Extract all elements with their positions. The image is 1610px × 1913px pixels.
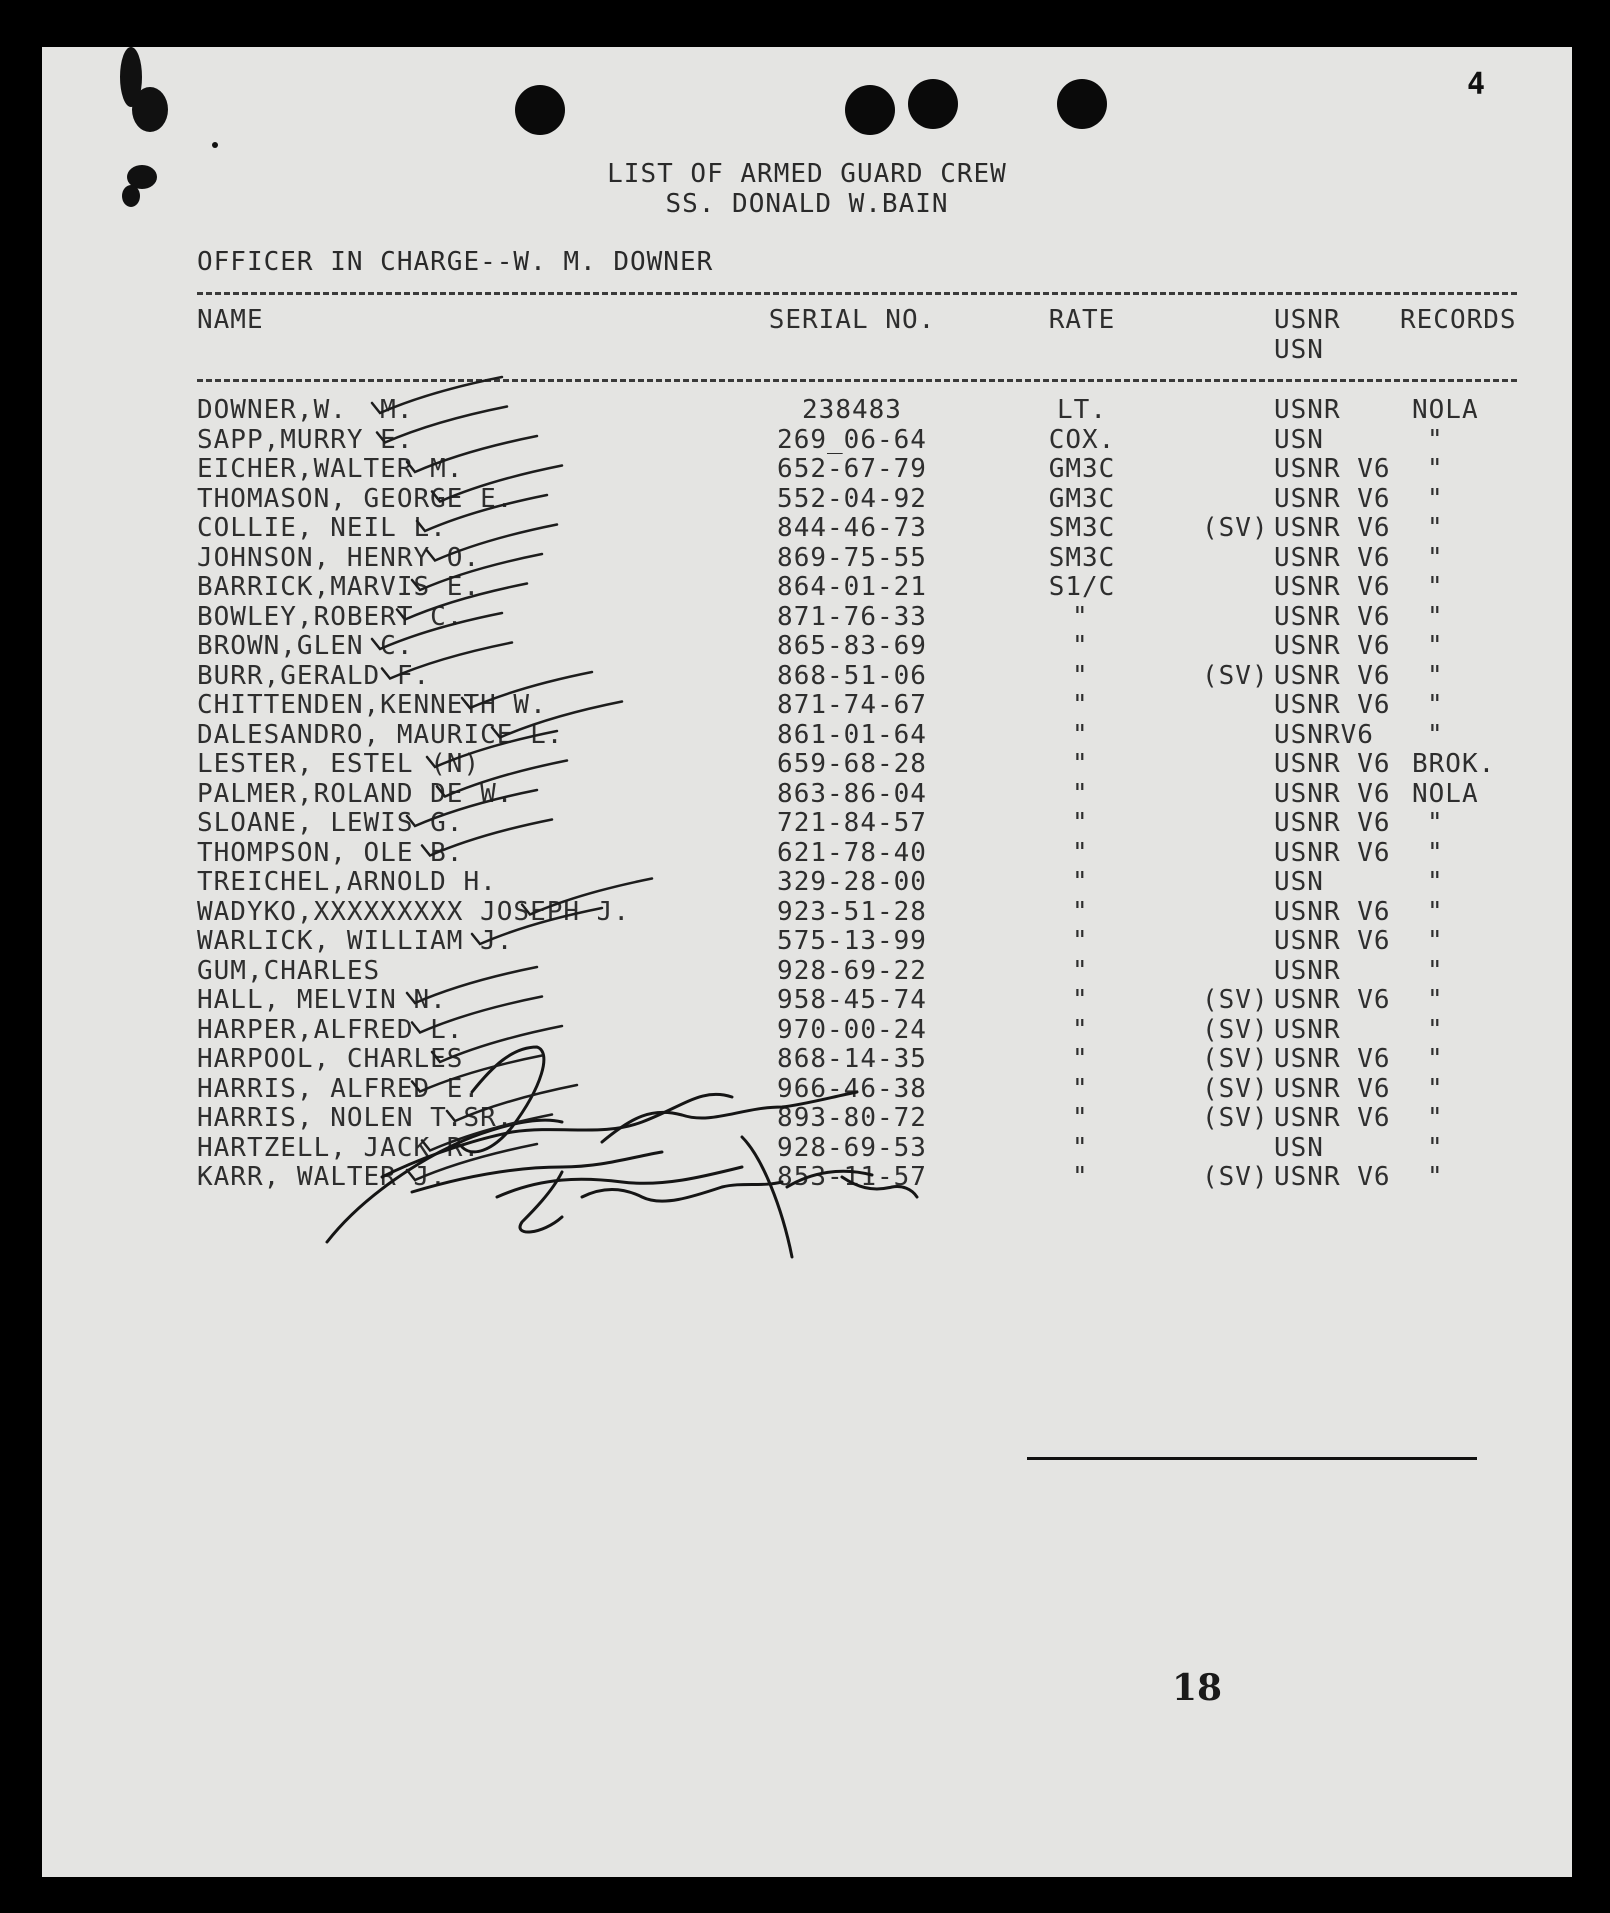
serial-number: 853-11-57 [777,1162,927,1192]
serial-number: 868-14-35 [777,1044,927,1074]
rate: " [1072,896,1089,927]
record: " [1427,896,1444,927]
serial-number: 575-13-99 [777,926,927,956]
record: " [1427,1162,1444,1192]
service-branch: USNR V6 [1274,808,1391,838]
crew-name: WARLICK, WILLIAM J. [197,926,514,956]
rate: " [1072,867,1089,897]
serial-number: 871-76-33 [777,601,927,632]
document-page [42,47,1572,1877]
rate: GM3C [1048,483,1116,514]
checkmark [412,1056,542,1092]
record: " [1427,808,1444,838]
rate: " [1072,1103,1089,1133]
checkmark [372,377,502,413]
checkmark [417,495,547,531]
rate: " [1072,1132,1089,1163]
record: " [1427,690,1444,720]
serial-number: 966-46-38 [777,1073,927,1104]
service-branch: USNR V6 [1274,483,1391,514]
checkmark [407,436,537,472]
checkmark [407,790,537,826]
checkmarks-layer [42,47,1572,1877]
service-branch: USNR [1274,395,1341,425]
service-branch: USNR V6 [1274,690,1391,720]
record: " [1427,601,1444,632]
serial-number: 861-01-64 [777,719,927,750]
checkmark [447,1085,577,1121]
corner-page-mark: 4 [1467,67,1487,102]
crew-name: HARRIS, ALFRED E. [197,1073,481,1104]
crew-name: HARTZELL, JACK R. [197,1132,481,1163]
checkmark [472,908,602,944]
record: " [1427,660,1444,691]
checkmark [422,820,552,856]
rate: " [1072,808,1089,838]
crew-name: BURR,GERALD F. [197,660,431,691]
service-branch: USNR V6 [1274,513,1391,543]
service-branch: USNR V6 [1274,926,1391,956]
serial-number: 552-04-92 [777,483,927,514]
crew-name: TREICHEL,ARNOLD H. [197,867,497,897]
crew-name: HALL, MELVIN N. [197,985,447,1015]
sv-flag: (SV) [1202,1162,1269,1192]
service-branch: USNR V6 [1274,1103,1391,1133]
checkmark [437,761,567,797]
checkmark [412,997,542,1033]
service-branch: USN [1274,424,1324,455]
rate: " [1072,719,1089,750]
crew-name: WADYKO,XXXXXXXXX JOSEPH J. [197,896,630,927]
crew-name: BROWN,GLEN C. [197,631,414,661]
service-branch: USNR V6 [1274,837,1391,868]
serial-number: 865-83-69 [777,631,927,661]
record: " [1427,1044,1444,1074]
record: " [1427,955,1444,986]
serial-number: 970-00-24 [777,1014,927,1045]
service-branch: USNR V6 [1274,1044,1391,1074]
record: NOLA [1412,395,1479,425]
service-branch: USNR V6 [1274,542,1391,573]
header-name: NAME [197,305,264,335]
rate: " [1072,749,1089,779]
sv-flag: (SV) [1202,1044,1269,1074]
service-branch: USNR V6 [1274,660,1391,691]
crew-name: HARPOOL, CHARLES [197,1044,464,1074]
serial-number: 238483 [802,395,902,425]
officer-in-charge: OFFICER IN CHARGE--W. M. DOWNER [197,247,714,277]
sv-flag: (SV) [1202,1103,1269,1133]
serial-number: 928-69-22 [777,955,927,986]
rate: " [1072,690,1089,720]
serial-number: 659-68-28 [777,749,927,779]
rate: " [1072,660,1089,691]
record: " [1427,542,1444,573]
service-branch: USNR V6 [1274,572,1391,602]
rate: " [1072,778,1089,809]
checkmark [382,643,512,679]
rate: S1/C [1048,572,1116,602]
header-records: RECORDS [1400,305,1517,335]
checkmark [407,1144,537,1180]
serial-number: 958-45-74 [777,985,927,1015]
service-branch: USNR V6 [1274,601,1391,632]
service-branch: USNR V6 [1274,896,1391,927]
rate: " [1072,1162,1089,1192]
header-usn: USN [1274,335,1324,365]
sv-flag: (SV) [1202,985,1269,1015]
sv-flag: (SV) [1202,1073,1269,1104]
rate: " [1072,1014,1089,1045]
service-branch: USNR V6 [1274,985,1391,1015]
header-rate: RATE [1048,305,1116,335]
service-branch: USNR V6 [1274,631,1391,661]
service-branch: USNR [1274,955,1341,986]
service-branch: USN [1274,867,1324,897]
record: " [1427,1132,1444,1163]
rate: " [1072,1044,1089,1074]
record: " [1427,985,1444,1015]
record: " [1427,454,1444,484]
document-title: LIST OF ARMED GUARD CREW [607,159,1007,189]
serial-number: 269_06-64 [777,424,927,455]
checkmark [462,672,592,708]
service-branch: USNR V6 [1274,1162,1391,1192]
rate: " [1072,985,1089,1015]
record: " [1427,719,1444,750]
checkmark [427,731,557,767]
crew-name: SAPP,MURRY E. [197,424,414,455]
record: " [1427,483,1444,514]
rate: GM3C [1048,454,1116,484]
crew-name: PALMER,ROLAND DE W. [197,778,514,809]
crew-name: GUM,CHARLES [197,955,381,986]
rate: COX. [1048,424,1116,455]
rate: " [1072,601,1089,632]
crew-name: THOMPSON, OLE B. [197,837,464,868]
header-serial: SERIAL NO. [768,305,936,335]
rate: SM3C [1048,542,1116,573]
ship-name: SS. DONALD W.BAIN [665,189,949,219]
serial-number: 652-67-79 [777,454,927,484]
rate: LT. [1057,395,1107,425]
sv-flag: (SV) [1202,513,1269,543]
record: " [1427,1014,1444,1045]
record: " [1427,631,1444,661]
crew-name: JOHNSON, HENRY O. [197,542,481,573]
service-branch: USNRV6 [1274,719,1374,750]
record: " [1427,424,1444,455]
serial-number: 864-01-21 [777,572,927,602]
crew-name: COLLIE, NEIL L. [197,513,447,543]
checkmark [522,879,652,915]
service-branch: USNR [1274,1014,1341,1045]
crew-name: HARPER,ALFRED L. [197,1014,464,1045]
checkmark [372,613,502,649]
record: " [1427,1073,1444,1104]
sv-flag: (SV) [1202,1014,1269,1045]
record: " [1427,513,1444,543]
crew-name: DALESANDRO, MAURICE L. [197,719,564,750]
crew-name: THOMASON, GEORGE E. [197,483,514,514]
serial-number: 844-46-73 [777,513,927,543]
record: " [1427,1103,1444,1133]
crew-name: HARRIS, NOLEN T.SR. [197,1103,514,1133]
checkmark [397,584,527,620]
service-branch: USNR V6 [1274,778,1391,809]
service-branch: USN [1274,1132,1324,1163]
record: " [1427,837,1444,868]
checkmark [377,407,507,443]
service-branch: USNR V6 [1274,1073,1391,1104]
serial-number: 863-86-04 [777,778,927,809]
serial-number: 893-80-72 [777,1103,927,1133]
crew-name: EICHER,WALTER M. [197,454,464,484]
crew-name: BARRICK,MARVIS E. [197,572,481,602]
page-number: 18 [1172,1667,1223,1709]
serial-number: 721-84-57 [777,808,927,838]
rate: SM3C [1048,513,1116,543]
record: BROK. [1412,749,1496,779]
rate: " [1072,631,1089,661]
rate: " [1072,1073,1089,1104]
record: " [1427,572,1444,602]
serial-number: 928-69-53 [777,1132,927,1163]
service-branch: USNR V6 [1274,454,1391,484]
serial-number: 923-51-28 [777,896,927,927]
header-usnr: USNR [1274,305,1341,335]
crew-name: LESTER, ESTEL (N) [197,749,481,779]
sv-flag: (SV) [1202,660,1269,691]
record: " [1427,926,1444,956]
crew-name: BOWLEY,ROBERT C. [197,601,464,632]
serial-number: 871-74-67 [777,690,927,720]
service-branch: USNR V6 [1274,749,1391,779]
crew-name: KARR, WALTER J. [197,1162,447,1192]
serial-number: 621-78-40 [777,837,927,868]
crew-name: CHITTENDEN,KENNETH W. [197,690,547,720]
rate: " [1072,955,1089,986]
serial-number: 329-28-00 [777,867,927,897]
rate: " [1072,926,1089,956]
rate: " [1072,837,1089,868]
serial-number: 869-75-55 [777,542,927,573]
crew-name: DOWNER,W. M. [197,395,414,425]
crew-name: SLOANE, LEWIS G. [197,808,464,838]
record: NOLA [1412,778,1479,809]
serial-number: 868-51-06 [777,660,927,691]
record: " [1427,867,1444,897]
checkmark [407,967,537,1003]
